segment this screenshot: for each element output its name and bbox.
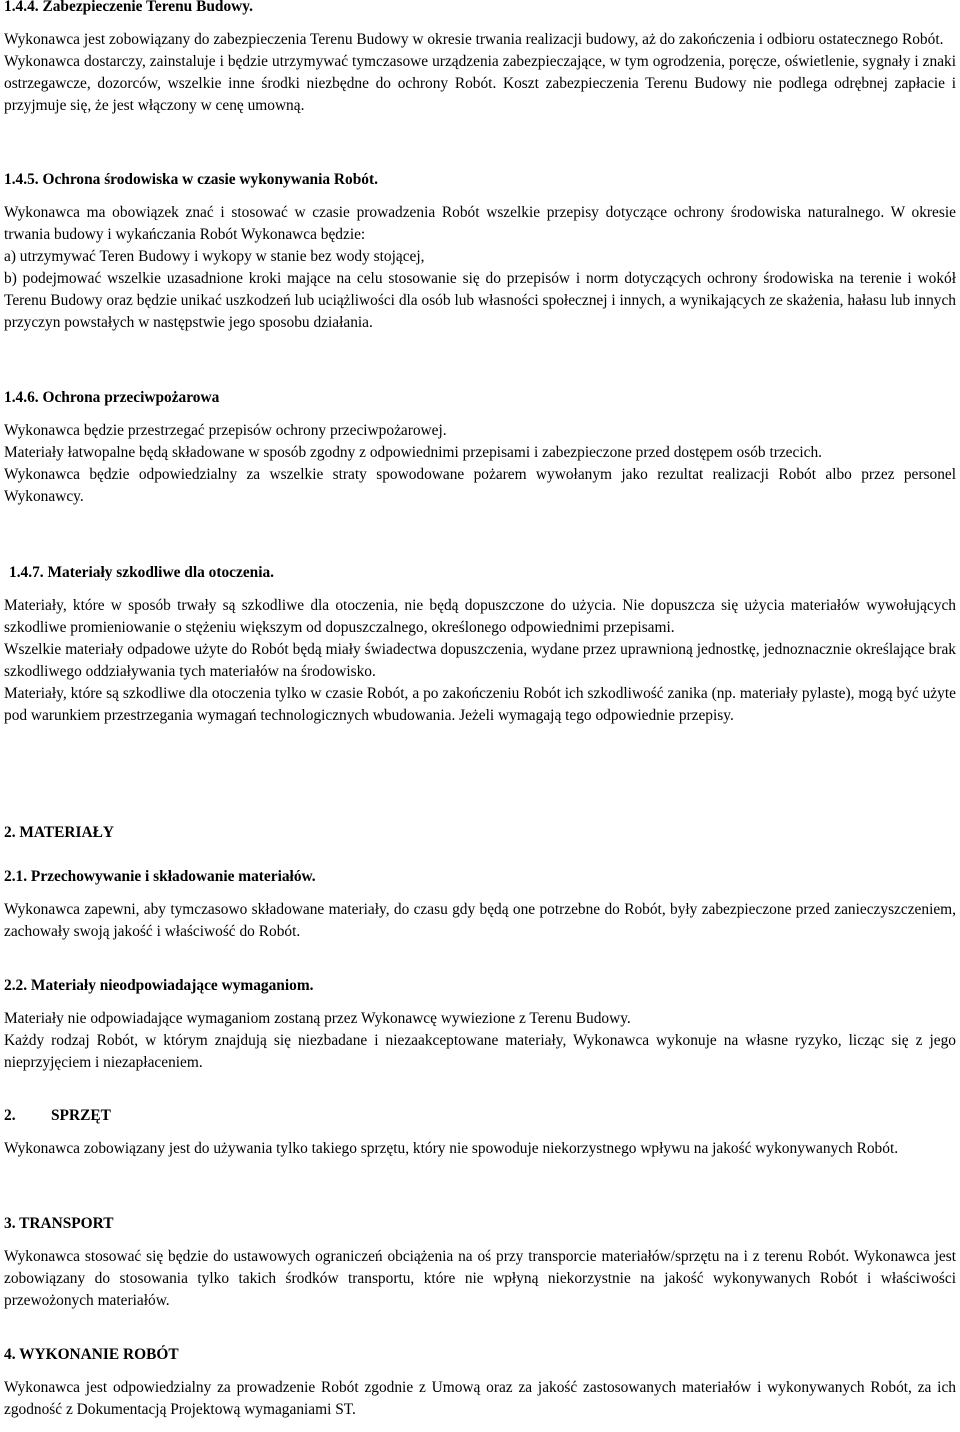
section-1-4-6 <box>4 387 956 508</box>
section-heading: 2. MATERIAŁY <box>4 824 115 841</box>
section-heading: 4. WYKONANIE ROBÓT <box>4 1346 179 1363</box>
section-heading: 3. TRANSPORT <box>4 1215 114 1232</box>
section-2 <box>4 822 956 844</box>
section-sprzet <box>4 1105 956 1160</box>
section-heading: 1.4.4. Zabezpieczenie Terenu Budowy. <box>4 0 253 15</box>
section-heading <box>4 1105 956 1127</box>
section-heading: 1.4.7. Materiały szkodliwe dla otoczenia. <box>9 564 275 581</box>
paragraph: Materiały łatwopalne będą składowane w sposób zgodny z odpowiednimi przepisami i zabezpieczone przed dostępem osób trzecich. <box>4 444 822 461</box>
paragraph: Wykonawca stosować się będzie do ustawowych ograniczeń obciążenia na oś przy transporcie materiałów/sprzętu na i z terenu Robót. Wykonawca jest zobowiązany do stosowania tylko takich środków transportu, które nie wpłyną niekorzystnie na jakość wykonywanych Robót i właściwości przewożonych materiałów. <box>4 1248 956 1309</box>
section-heading: 2.2. Materiały nieodpowiadające wymaganiom. <box>4 977 314 994</box>
section-1-4-7 <box>4 562 956 727</box>
section-title: SPRZĘT <box>51 1107 111 1124</box>
section-heading: 1.4.6. Ochrona przeciwpożarowa <box>4 389 220 406</box>
paragraph: Wszelkie materiały odpadowe użyte do Robót będą miały świadectwa dopuszczenia, wydane przez uprawnioną jednostkę, jednoznacznie określające brak szkodliwego oddziaływania tych materiałów na środowisko. <box>4 641 956 680</box>
paragraph: Materiały nie odpowiadające wymaganiom zostaną przez Wykonawcę wywiezione z Terenu Budowy. <box>4 1010 631 1027</box>
section-2-2 <box>4 975 956 1074</box>
paragraph: Wykonawca ma obowiązek znać i stosować w czasie prowadzenia Robót wszelkie przepisy dotyczące ochrony środowiska naturalnego. W okresie trwania budowy i wykańczania Robót Wykonawca będzie: <box>4 204 956 243</box>
paragraph: Wykonawca jest odpowiedzialny za prowadzenie Robót zgodnie z Umową oraz za jakość zastosowanych materiałów i wykonywanych Robót, za ich zgodność z Dokumentacją Projektową wymaganiami ST. <box>4 1379 956 1418</box>
paragraph: Wykonawca będzie przestrzegać przepisów ochrony przeciwpożarowej. <box>4 422 447 439</box>
section-heading: 1.4.5. Ochrona środowiska w czasie wykonywania Robót. <box>4 171 378 188</box>
section-1-4-5 <box>4 169 956 334</box>
paragraph: Wykonawca zobowiązany jest do używania tylko takiego sprzętu, który nie spowoduje niekorzystnego wpływu na jakość wykonywanych Robót. <box>4 1140 899 1157</box>
section-heading: 2.1. Przechowywanie i składowanie materiałów. <box>4 868 316 885</box>
section-3 <box>4 1213 956 1312</box>
paragraph: Wykonawca dostarczy, zainstaluje i będzie utrzymywać tymczasowe urządzenia zabezpieczające, w tym ogrodzenia, poręcze, oświetlenie, sygnały i znaki ostrzegawcze, dozorców, wszelkie inne środki niezbędne do ochrony Robót. Koszt zabezpieczenia Terenu Budowy nie podlega odrębnej zapłacie i przyjmuje się, że jest włączony w cenę umowną. <box>4 53 956 114</box>
section-1-4-4 <box>4 0 956 117</box>
paragraph: Materiały, które są szkodliwe dla otoczenia tylko w czasie Robót, a po zakończeniu Robót ich szkodliwość zanika (np. materiały pylaste), mogą być użyte pod warunkiem przestrzegania wymagań technologicznych wbudowania. Jeżeli wymagają tego odpowiednie przepisy. <box>4 685 956 724</box>
section-2-1 <box>4 866 956 943</box>
list-item: b) podejmować wszelkie uzasadnione kroki mające na celu stosowanie się do przepisów i norm dotyczących ochrony środowiska na terenie i wokół Terenu Budowy oraz będzie unikać uszkodzeń lub uciążliwości dla osób lub własności społecznej i innych, a wynikających ze skażenia, hałasu lub innych przyczyn powstałych w następstwie jego sposobu działania. <box>4 270 956 331</box>
paragraph: Wykonawca zapewni, aby tymczasowo składowane materiały, do czasu gdy będą one potrzebne do Robót, były zabezpieczone przed zanieczyszczeniem, zachowały swoją jakość i właściwość do Robót. <box>4 901 956 940</box>
paragraph: Wykonawca będzie odpowiedzialny za wszelkie straty spowodowane pożarem wywołanym jako rezultat realizacji Robót albo przez personel Wykonawcy. <box>4 466 956 505</box>
paragraph: Wykonawca jest zobowiązany do zabezpieczenia Terenu Budowy w okresie trwania realizacji budowy, aż do zakończenia i odbioru ostatecznego Robót. <box>4 31 944 48</box>
list-item: a) utrzymywać Teren Budowy i wykopy w stanie bez wody stojącej, <box>4 248 425 265</box>
paragraph: Każdy rodzaj Robót, w którym znajdują się niezbadane i niezaakceptowane materiały, Wykonawca wykonuje na własne ryzyko, licząc się z jego nieprzyjęciem i niezapłaceniem. <box>4 1032 956 1071</box>
section-number: 2. <box>4 1107 16 1124</box>
section-4 <box>4 1344 956 1421</box>
paragraph: Materiały, które w sposób trwały są szkodliwe dla otoczenia, nie będą dopuszczone do użycia. Nie dopuszcza się użycia materiałów wywołujących szkodliwe promieniowanie o stężeniu większym od dopuszczalnego, określonego odpowiednimi przepisami. <box>4 597 956 636</box>
